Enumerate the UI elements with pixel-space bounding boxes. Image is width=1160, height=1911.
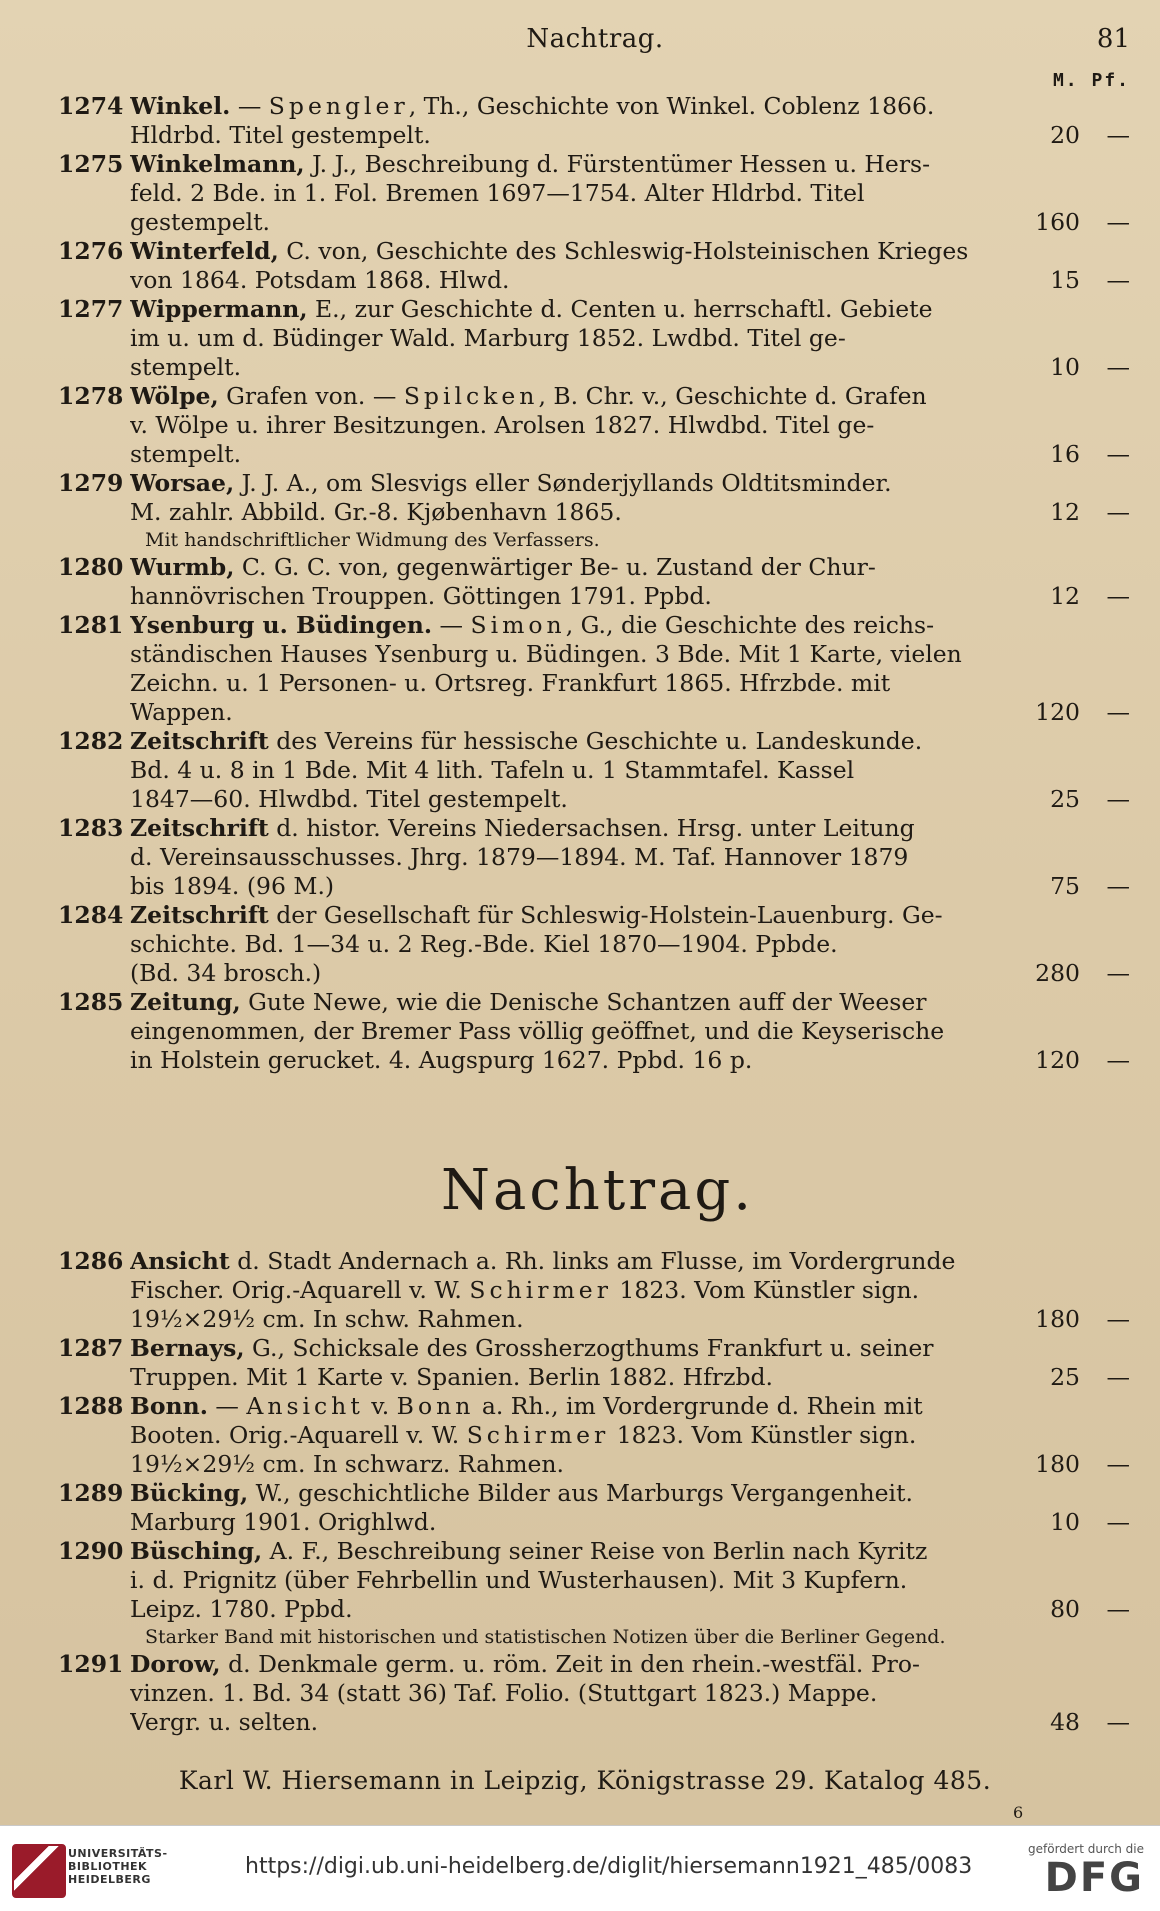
viewer-bar: [0, 1825, 1160, 1911]
entry-line: [0, 1247, 1160, 1276]
price-marks: 12: [1050, 582, 1080, 610]
spaced-name: Schirmer: [466, 1421, 610, 1449]
lot-number: 1287: [58, 1334, 124, 1362]
author-keyword: Winkel.: [130, 92, 231, 120]
text-run: stempelt.: [130, 440, 242, 468]
entry-text: [130, 411, 1045, 440]
entry-text: [130, 150, 1045, 179]
text-run: i. d. Prignitz (über Fehrbellin und Wusterhausen). Mit 3 Kupfern.: [130, 1566, 908, 1594]
catalog-entry: [0, 1392, 1160, 1479]
entry-text: [130, 1537, 1045, 1566]
price-pfennig: —: [1106, 1046, 1130, 1074]
price-pfennig: —: [1106, 698, 1130, 726]
entry-text: [130, 324, 1045, 353]
entry-text: [130, 1017, 1045, 1046]
entry-text: [130, 1305, 1045, 1334]
entry-text: [130, 814, 1045, 843]
price-pfennig: —: [1106, 266, 1130, 294]
entry-text: [130, 1708, 1045, 1737]
entry-line: [0, 237, 1160, 266]
author-keyword: Zeitschrift: [130, 901, 269, 929]
price-pfennig: —: [1106, 785, 1130, 813]
catalog-entry: [0, 553, 1160, 611]
entry-line: [0, 411, 1160, 440]
entry-line: [0, 353, 1160, 382]
entry-text: [130, 727, 1045, 756]
text-run: d. Stadt Andernach a. Rh. links am Flusse, im Vordergrunde: [229, 1247, 956, 1275]
price-pfennig: —: [1106, 208, 1130, 236]
text-run: gestempelt.: [130, 208, 271, 236]
price-marks: 10: [1050, 1508, 1080, 1536]
text-run: W., geschichtliche Bilder aus Marburgs Vergangenheit.: [248, 1479, 913, 1507]
running-head: [0, 24, 1160, 60]
entry-line: [0, 1450, 1160, 1479]
entry-line: [0, 1566, 1160, 1595]
price-marks: 48: [1050, 1708, 1080, 1736]
catalog-entry: [0, 1334, 1160, 1392]
author-keyword: Zeitschrift: [130, 727, 269, 755]
price-marks: 180: [1035, 1450, 1080, 1478]
spaced-name: Spilcken: [403, 382, 539, 410]
text-run: 1847—60. Hlwdbd. Titel gestempelt.: [130, 785, 568, 813]
entry-line: [0, 1650, 1160, 1679]
catalog-entry: [0, 814, 1160, 901]
entry-line: [0, 1017, 1160, 1046]
section-title: Nachtrag.: [440, 1158, 755, 1223]
entry-text: [130, 553, 1045, 582]
lot-number: 1275: [58, 150, 124, 178]
entry-text: [130, 237, 1045, 266]
text-run: , Th., Geschichte von Winkel. Coblenz 1866.: [408, 92, 935, 120]
entry-text: [130, 266, 1045, 295]
entry-line: [0, 324, 1160, 353]
text-run: —: [432, 611, 471, 639]
entry-text: [130, 1450, 1045, 1479]
text-run: v. Wölpe u. ihrer Besitzungen. Arolsen 1827. Hlwdbd. Titel ge-: [130, 411, 875, 439]
catalog-entry: [0, 150, 1160, 237]
entry-text: [130, 1479, 1045, 1508]
price-pfennig: —: [1106, 1508, 1130, 1536]
library-logo-icon: [12, 1844, 66, 1898]
text-run: Marburg 1901. Orighlwd.: [130, 1508, 437, 1536]
entry-line: [0, 1334, 1160, 1363]
catalog-entry: [0, 1479, 1160, 1537]
price-pfennig: —: [1106, 353, 1130, 381]
entry-text: [130, 121, 1045, 150]
price-marks: 15: [1050, 266, 1080, 294]
sponsor: [994, 1842, 1144, 1900]
text-run: feld. 2 Bde. in 1. Fol. Bremen 1697—1754. Alter Hldrbd. Titel: [130, 179, 865, 207]
price-marks: 10: [1050, 353, 1080, 381]
text-run: Hldrbd. Titel gestempelt.: [130, 121, 431, 149]
catalog-entry: [0, 295, 1160, 382]
spaced-name: Schirmer: [469, 1276, 612, 1304]
entry-note: Mit handschriftlicher Widmung des Verfassers.: [145, 529, 600, 551]
library-name: UNIVERSITÄTS- BIBLIOTHEK HEIDELBERG: [68, 1847, 168, 1886]
lot-number: 1283: [58, 814, 124, 842]
text-run: Wappen.: [130, 698, 233, 726]
entry-line: [0, 208, 1160, 237]
entry-line: [0, 1508, 1160, 1537]
catalog-entry: [0, 1650, 1160, 1737]
text-run: C. G. C. von, gegenwärtiger Be- u. Zustand der Chur-: [234, 553, 876, 581]
entry-text: [130, 1650, 1045, 1679]
entry-note: Starker Band mit historischen und statistischen Notizen über die Berliner Gegend.: [145, 1626, 946, 1648]
text-run: a. Rh., im Vordergrunde d. Rhein mit: [474, 1392, 923, 1420]
text-run: Vergr. u. selten.: [130, 1708, 319, 1736]
text-run: der Gesellschaft für Schleswig-Holstein-Lauenburg. Ge-: [268, 901, 943, 929]
entry-line: [0, 640, 1160, 669]
price-pfennig: —: [1106, 1305, 1130, 1333]
price-marks: 120: [1035, 1046, 1080, 1074]
catalog-entry: [0, 611, 1160, 727]
entry-line: [0, 150, 1160, 179]
lot-number: 1274: [58, 92, 124, 120]
text-run: d. histor. Vereins Niedersachsen. Hrsg. unter Leitung: [268, 814, 915, 842]
entry-text: [130, 440, 1045, 469]
price-pfennig: —: [1106, 1363, 1130, 1391]
price-pfennig: —: [1106, 1450, 1130, 1478]
entry-text: [130, 698, 1045, 727]
text-run: Fischer. Orig.-Aquarell v. W.: [130, 1276, 470, 1304]
entries-top: [0, 92, 1160, 1075]
page-number: 81: [1096, 24, 1130, 54]
entry-line: [0, 440, 1160, 469]
entry-line: [0, 1708, 1160, 1737]
signature-mark: 6: [1013, 1803, 1024, 1822]
entry-text: [130, 669, 1045, 698]
entry-text: [130, 1276, 1045, 1305]
entry-text: [130, 382, 1045, 411]
entry-line: [0, 1421, 1160, 1450]
entry-line: [0, 988, 1160, 1017]
currency-column-header: M. Pf.: [1052, 70, 1130, 91]
text-run: Grafen von. —: [218, 382, 404, 410]
author-keyword: Winterfeld,: [130, 237, 279, 265]
entry-line: [0, 1392, 1160, 1421]
author-keyword: Büsching,: [130, 1537, 263, 1565]
entry-line: [0, 901, 1160, 930]
entry-text: [130, 1595, 1045, 1624]
text-run: J. J., Beschreibung d. Fürstentümer Hessen u. Hers-: [304, 150, 931, 178]
text-run: vinzen. 1. Bd. 34 (statt 36) Taf. Folio. (Stuttgart 1823.) Mappe.: [130, 1679, 878, 1707]
author-keyword: Wippermann,: [130, 295, 308, 323]
price-marks: 16: [1050, 440, 1080, 468]
text-run: ständischen Hauses Ysenburg u. Büdingen. 3 Bde. Mit 1 Karte, vielen: [130, 640, 962, 668]
lot-number: 1276: [58, 237, 124, 265]
entry-line: [0, 553, 1160, 582]
lot-number: 1280: [58, 553, 124, 581]
entry-line: [0, 930, 1160, 959]
entry-line: [0, 469, 1160, 498]
price-marks: 160: [1035, 208, 1080, 236]
text-run: Leipz. 1780. Ppbd.: [130, 1595, 353, 1623]
entry-line: [0, 382, 1160, 411]
catalog-entry: [0, 382, 1160, 469]
permalink-url[interactable]: https://digi.ub.uni-heidelberg.de/diglit/hiersemann1921_485/0083: [245, 1854, 973, 1879]
catalog-entry: [0, 988, 1160, 1075]
entry-text: [130, 1392, 1045, 1421]
text-run: 1823. Vom Künstler sign.: [609, 1421, 917, 1449]
text-run: 19½×29½ cm. In schw. Rahmen.: [130, 1305, 524, 1333]
spaced-name: Simon: [470, 611, 566, 639]
entry-text: [130, 1508, 1045, 1537]
entry-text: [130, 640, 1045, 669]
entry-line: [0, 295, 1160, 324]
spaced-name: Spengler: [268, 92, 409, 120]
author-keyword: Wurmb,: [130, 553, 235, 581]
catalog-entry: [0, 92, 1160, 150]
entry-text: [130, 611, 1045, 640]
text-run: 19½×29½ cm. In schwarz. Rahmen.: [130, 1450, 565, 1478]
text-run: schichte. Bd. 1—34 u. 2 Reg.-Bde. Kiel 1870—1904. Ppbde.: [130, 930, 838, 958]
author-keyword: Bonn.: [130, 1392, 208, 1420]
entry-text: [130, 1566, 1045, 1595]
text-run: —: [207, 1392, 247, 1420]
lot-number: 1282: [58, 727, 124, 755]
text-run: A. F., Beschreibung seiner Reise von Berlin nach Kyritz: [262, 1537, 928, 1565]
text-run: , B. Chr. v., Geschichte d. Grafen: [538, 382, 927, 410]
author-keyword: Winkelmann,: [130, 150, 305, 178]
price-marks: 180: [1035, 1305, 1080, 1333]
entry-text: [130, 498, 1045, 527]
entry-text: [130, 1679, 1045, 1708]
text-run: stempelt.: [130, 353, 242, 381]
entry-text: [130, 208, 1045, 237]
text-run: in Holstein gerucket. 4. Augspurg 1627. Ppbd. 16 p.: [130, 1046, 753, 1074]
text-run: —: [230, 92, 269, 120]
text-run: Bd. 4 u. 8 in 1 Bde. Mit 4 lith. Tafeln u. 1 Stammtafel. Kassel: [130, 756, 855, 784]
entry-line: [0, 1479, 1160, 1508]
author-keyword: Bernays,: [130, 1334, 245, 1362]
entry-line: [0, 814, 1160, 843]
entry-text: [130, 843, 1045, 872]
catalog-entry: [0, 1537, 1160, 1650]
entry-text: [130, 582, 1045, 611]
lot-number: 1286: [58, 1247, 124, 1275]
text-run: 1823. Vom Künstler sign.: [611, 1276, 920, 1304]
entry-text: [130, 1363, 1045, 1392]
entry-line: [0, 611, 1160, 640]
author-keyword: Ansicht: [130, 1247, 230, 1275]
catalog-entry: [0, 1247, 1160, 1334]
text-run: v.: [363, 1392, 397, 1420]
text-run: , G., die Geschichte des reichs-: [565, 611, 935, 639]
text-run: im u. um d. Büdinger Wald. Marburg 1852. Lwdbd. Titel ge-: [130, 324, 846, 352]
price-marks: 12: [1050, 498, 1080, 526]
spaced-name: Bonn: [396, 1392, 475, 1420]
price-marks: 25: [1050, 785, 1080, 813]
catalog-entry: [0, 901, 1160, 988]
entry-text: [130, 295, 1045, 324]
text-run: des Vereins für hessische Geschichte u. Landeskunde.: [268, 727, 923, 755]
entry-text: [130, 1421, 1045, 1450]
price-pfennig: —: [1106, 959, 1130, 987]
entry-line: [0, 1363, 1160, 1392]
catalog-entry: [0, 237, 1160, 295]
price-pfennig: —: [1106, 1708, 1130, 1736]
entry-line: [0, 959, 1160, 988]
entry-line: [0, 582, 1160, 611]
entry-line: [0, 121, 1160, 150]
author-keyword: Ysenburg u. Büdingen.: [130, 611, 433, 639]
spaced-name: Ansicht: [246, 1392, 364, 1420]
entry-text: [130, 988, 1045, 1017]
price-pfennig: —: [1106, 121, 1130, 149]
entry-text: [130, 469, 1045, 498]
entry-line: [0, 1305, 1160, 1334]
publisher-footer: Karl W. Hiersemann in Leipzig, Königstrasse 29. Katalog 485.: [178, 1766, 992, 1795]
entry-text: [130, 785, 1045, 814]
author-keyword: Zeitung,: [130, 988, 241, 1016]
price-marks: 280: [1035, 959, 1080, 987]
text-run: M. zahlr. Abbild. Gr.-8. Kjøbenhavn 1865.: [130, 498, 622, 526]
author-keyword: Dorow,: [130, 1650, 221, 1678]
entry-text: [130, 353, 1045, 382]
entry-line: [0, 266, 1160, 295]
entry-text: [130, 872, 1045, 901]
entry-line: [0, 727, 1160, 756]
text-run: J. J. A., om Slesvigs eller Sønderjyllands Oldtitsminder.: [234, 469, 892, 497]
text-run: d. Vereinsausschusses. Jhrg. 1879—1894. M. Taf. Hannover 1879: [130, 843, 909, 871]
lot-number: 1284: [58, 901, 124, 929]
text-run: E., zur Geschichte d. Centen u. herrschaftl. Gebiete: [307, 295, 933, 323]
entry-text: [130, 179, 1045, 208]
entry-text: [130, 1046, 1045, 1075]
entry-line: [0, 498, 1160, 527]
text-run: Gute Newe, wie die Denische Schantzen auff der Weeser: [240, 988, 927, 1016]
text-run: C. von, Geschichte des Schleswig-Holsteinischen Krieges: [278, 237, 969, 265]
entry-line: [0, 1276, 1160, 1305]
lot-number: 1281: [58, 611, 124, 639]
entry-line: [0, 1537, 1160, 1566]
price-marks: 20: [1050, 121, 1080, 149]
price-pfennig: —: [1106, 582, 1130, 610]
lot-number: 1290: [58, 1537, 124, 1565]
author-keyword: Bücking,: [130, 1479, 249, 1507]
lot-number: 1289: [58, 1479, 124, 1507]
entry-line: [0, 785, 1160, 814]
entry-text: [130, 1247, 1045, 1276]
lot-number: 1288: [58, 1392, 124, 1420]
entry-text: [130, 959, 1045, 988]
entry-line: [0, 756, 1160, 785]
price-pfennig: —: [1106, 498, 1130, 526]
text-run: Booten. Orig.-Aquarell v. W.: [130, 1421, 467, 1449]
lot-number: 1279: [58, 469, 124, 497]
entry-line: [0, 1595, 1160, 1624]
text-run: von 1864. Potsdam 1868. Hlwd.: [130, 266, 510, 294]
text-run: Truppen. Mit 1 Karte v. Spanien. Berlin 1882. Hfrzbd.: [130, 1363, 774, 1391]
price-marks: 75: [1050, 872, 1080, 900]
price-marks: 80: [1050, 1595, 1080, 1623]
entry-line: [0, 872, 1160, 901]
text-run: (Bd. 34 brosch.): [130, 959, 322, 987]
lot-number: 1291: [58, 1650, 124, 1678]
text-run: Zeichn. u. 1 Personen- u. Ortsreg. Frankfurt 1865. Hfrzbde. mit: [130, 669, 891, 697]
entry-line: [0, 843, 1160, 872]
text-run: bis 1894. (96 M.): [130, 872, 335, 900]
author-keyword: Worsae,: [130, 469, 235, 497]
entry-line: [0, 1679, 1160, 1708]
catalog-entry: [0, 727, 1160, 814]
price-pfennig: —: [1106, 872, 1130, 900]
price-marks: 25: [1050, 1363, 1080, 1391]
lot-number: 1277: [58, 295, 124, 323]
text-run: d. Denkmale germ. u. röm. Zeit in den rhein.-westfäl. Pro-: [220, 1650, 920, 1678]
entry-line: [0, 92, 1160, 121]
lot-number: 1278: [58, 382, 124, 410]
entry-line: [0, 698, 1160, 727]
author-keyword: Zeitschrift: [130, 814, 269, 842]
entry-text: [130, 1334, 1045, 1363]
text-run: G., Schicksale des Grossherzogthums Frankfurt u. seiner: [244, 1334, 934, 1362]
lot-number: 1285: [58, 988, 124, 1016]
entry-text: [130, 92, 1045, 121]
entry-line: [0, 1046, 1160, 1075]
sponsor-label: gefördert durch die: [1028, 1842, 1144, 1856]
text-run: hannövrischen Trouppen. Göttingen 1791. Ppbd.: [130, 582, 712, 610]
entry-text: [130, 930, 1045, 959]
price-marks: 120: [1035, 698, 1080, 726]
entries-bottom: [0, 1247, 1160, 1737]
entry-text: [130, 756, 1045, 785]
text-run: eingenommen, der Bremer Pass völlig geöffnet, und die Keyserische: [130, 1017, 945, 1045]
entry-line: [0, 669, 1160, 698]
running-title: Nachtrag.: [526, 24, 664, 54]
entry-line: [0, 179, 1160, 208]
price-pfennig: —: [1106, 1595, 1130, 1623]
entry-text: [130, 901, 1045, 930]
dfg-logo: DFG: [1044, 1855, 1144, 1901]
catalog-entry: [0, 469, 1160, 553]
price-pfennig: —: [1106, 440, 1130, 468]
author-keyword: Wölpe,: [130, 382, 219, 410]
